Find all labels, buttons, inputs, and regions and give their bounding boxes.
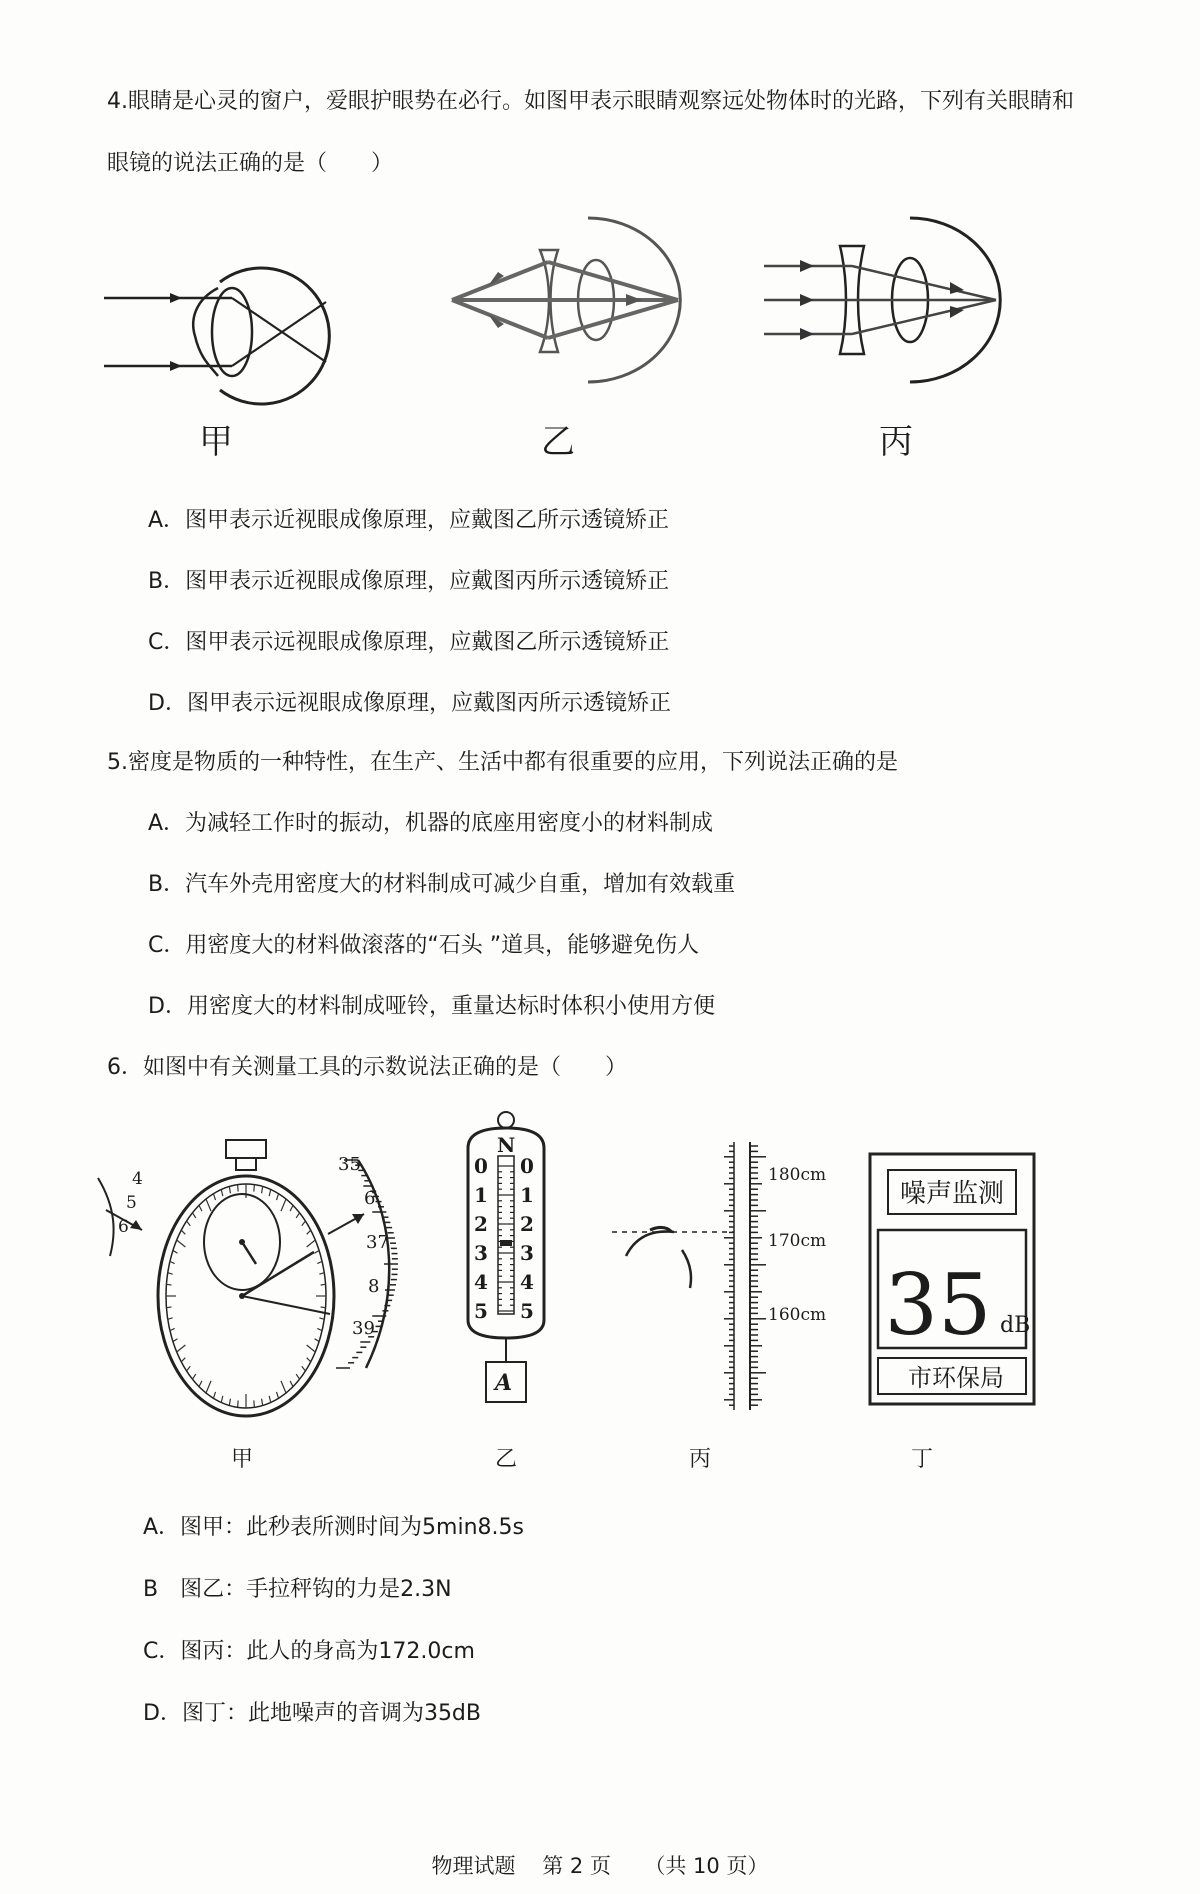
q4-option-c: C．图甲表示远视眼成像原理，应戴图乙所示透镜矫正	[148, 630, 670, 655]
q6-figure-spring-scale	[456, 1110, 556, 1410]
ruler-mark-170: 170cm	[768, 1231, 827, 1251]
stopwatch-inner-mark-39: 39	[352, 1318, 375, 1339]
q5-stem: 5.密度是物质的一种特性，在生产、生活中都有很重要的应用，下列说法正确的是	[107, 750, 898, 775]
q5-option-d: D．用密度大的材料制成哑铃，重量达标时体积小使用方便	[148, 994, 715, 1019]
stopwatch-outer-mark-4: 4	[132, 1169, 143, 1189]
q4-figure-label-jia: 甲	[199, 422, 233, 462]
q6-figure-noise-monitor	[868, 1152, 1038, 1408]
page-footer	[0, 1850, 1200, 1880]
noise-monitor-unit: dB	[1000, 1313, 1031, 1338]
noise-monitor-org: 市环保局	[908, 1364, 1004, 1392]
spring-scale-tick-label-l-3: 3	[474, 1241, 488, 1265]
q4-figure-bing	[760, 210, 1020, 390]
spring-scale-tick-label-r-1: 1	[520, 1183, 534, 1207]
q4-option-a: A．图甲表示近视眼成像原理，应戴图乙所示透镜矫正	[148, 508, 670, 533]
ruler-mark-180: 180cm	[768, 1165, 827, 1185]
q6-figure-label-yi: 乙	[494, 1447, 517, 1472]
spring-scale-tick-label-r-2: 2	[520, 1212, 534, 1236]
q5-option-b: B．汽车外壳用密度大的材料制成可减少自重，增加有效载重	[148, 872, 736, 897]
spring-scale-tick-label-l-1: 1	[474, 1183, 488, 1207]
q6-stem: 6．如图中有关测量工具的示数说法正确的是（ ）	[107, 1055, 627, 1080]
q4-stem-line1: 4.眼睛是心灵的窗户，爱眼护眼势在必行。如图甲表示眼睛观察远处物体时的光路，下列有关眼睛和	[107, 89, 1074, 114]
q4-option-b: B．图甲表示近视眼成像原理，应戴图丙所示透镜矫正	[148, 569, 670, 594]
spring-scale-tick-label-l-4: 4	[474, 1270, 488, 1294]
spring-scale-tick-label-r-4: 4	[520, 1270, 534, 1294]
stopwatch-inner-mark-37: 37	[366, 1232, 389, 1253]
q4-figure-label-bing: 丙	[879, 422, 913, 462]
q6-figure-label-bing: 丙	[688, 1447, 711, 1472]
spring-scale-tick-label-r-5: 5	[520, 1299, 534, 1323]
noise-monitor-value: 35	[884, 1256, 992, 1354]
q4-option-d: D．图甲表示远视眼成像原理，应戴图丙所示透镜矫正	[148, 691, 671, 716]
stopwatch-inner-mark-8: 8	[368, 1276, 380, 1297]
q5-option-c: C．用密度大的材料做滚落的“石头 ”道具，能够避免伤人	[148, 933, 700, 958]
footer-subject: 物理试题	[431, 1854, 516, 1878]
spring-scale-unit: N	[497, 1133, 516, 1157]
q4-figure-jia	[100, 240, 340, 410]
spring-scale-weight-label: A	[495, 1370, 513, 1396]
q5-option-a: A．为减轻工作时的振动，机器的底座用密度小的材料制成	[148, 811, 714, 836]
noise-monitor-title: 噪声监测	[899, 1179, 1005, 1209]
stopwatch-inner-mark-6: 6	[364, 1188, 376, 1209]
q6-option-c: C．图丙：此人的身高为172.0cm	[143, 1639, 475, 1664]
q4-figure-label-yi: 乙	[541, 422, 575, 462]
q6-figure-ruler	[610, 1138, 830, 1418]
stopwatch-outer-mark-6: 6	[118, 1217, 129, 1237]
ruler-mark-160: 160cm	[768, 1305, 827, 1325]
q6-option-d: D．图丁：此地噪声的音调为35dB	[143, 1701, 481, 1726]
spring-scale-tick-label-l-5: 5	[474, 1299, 488, 1323]
footer-page: 第 2 页	[542, 1854, 611, 1878]
q6-option-b: B 图乙：手拉秤钩的力是2.3N	[143, 1577, 452, 1602]
spring-scale-tick-label-l-0: 0	[474, 1154, 488, 1178]
spring-scale-tick-label-r-0: 0	[520, 1154, 534, 1178]
q4-stem-line2: 眼镜的说法正确的是（ ）	[107, 151, 394, 176]
footer-total: （共 10 页）	[644, 1854, 769, 1878]
q6-figure-stopwatch	[96, 1138, 426, 1428]
spring-scale-tick-label-l-2: 2	[474, 1212, 488, 1236]
stopwatch-outer-mark-5: 5	[126, 1193, 137, 1213]
q6-figure-label-ding: 丁	[910, 1447, 933, 1472]
q4-figure-yi	[448, 210, 698, 390]
q6-figure-label-jia: 甲	[230, 1447, 253, 1472]
spring-scale-tick-label-r-3: 3	[520, 1241, 534, 1265]
q6-option-a: A．图甲：此秒表所测时间为5min8.5s	[143, 1515, 524, 1540]
stopwatch-inner-mark-35: 35	[338, 1154, 361, 1175]
